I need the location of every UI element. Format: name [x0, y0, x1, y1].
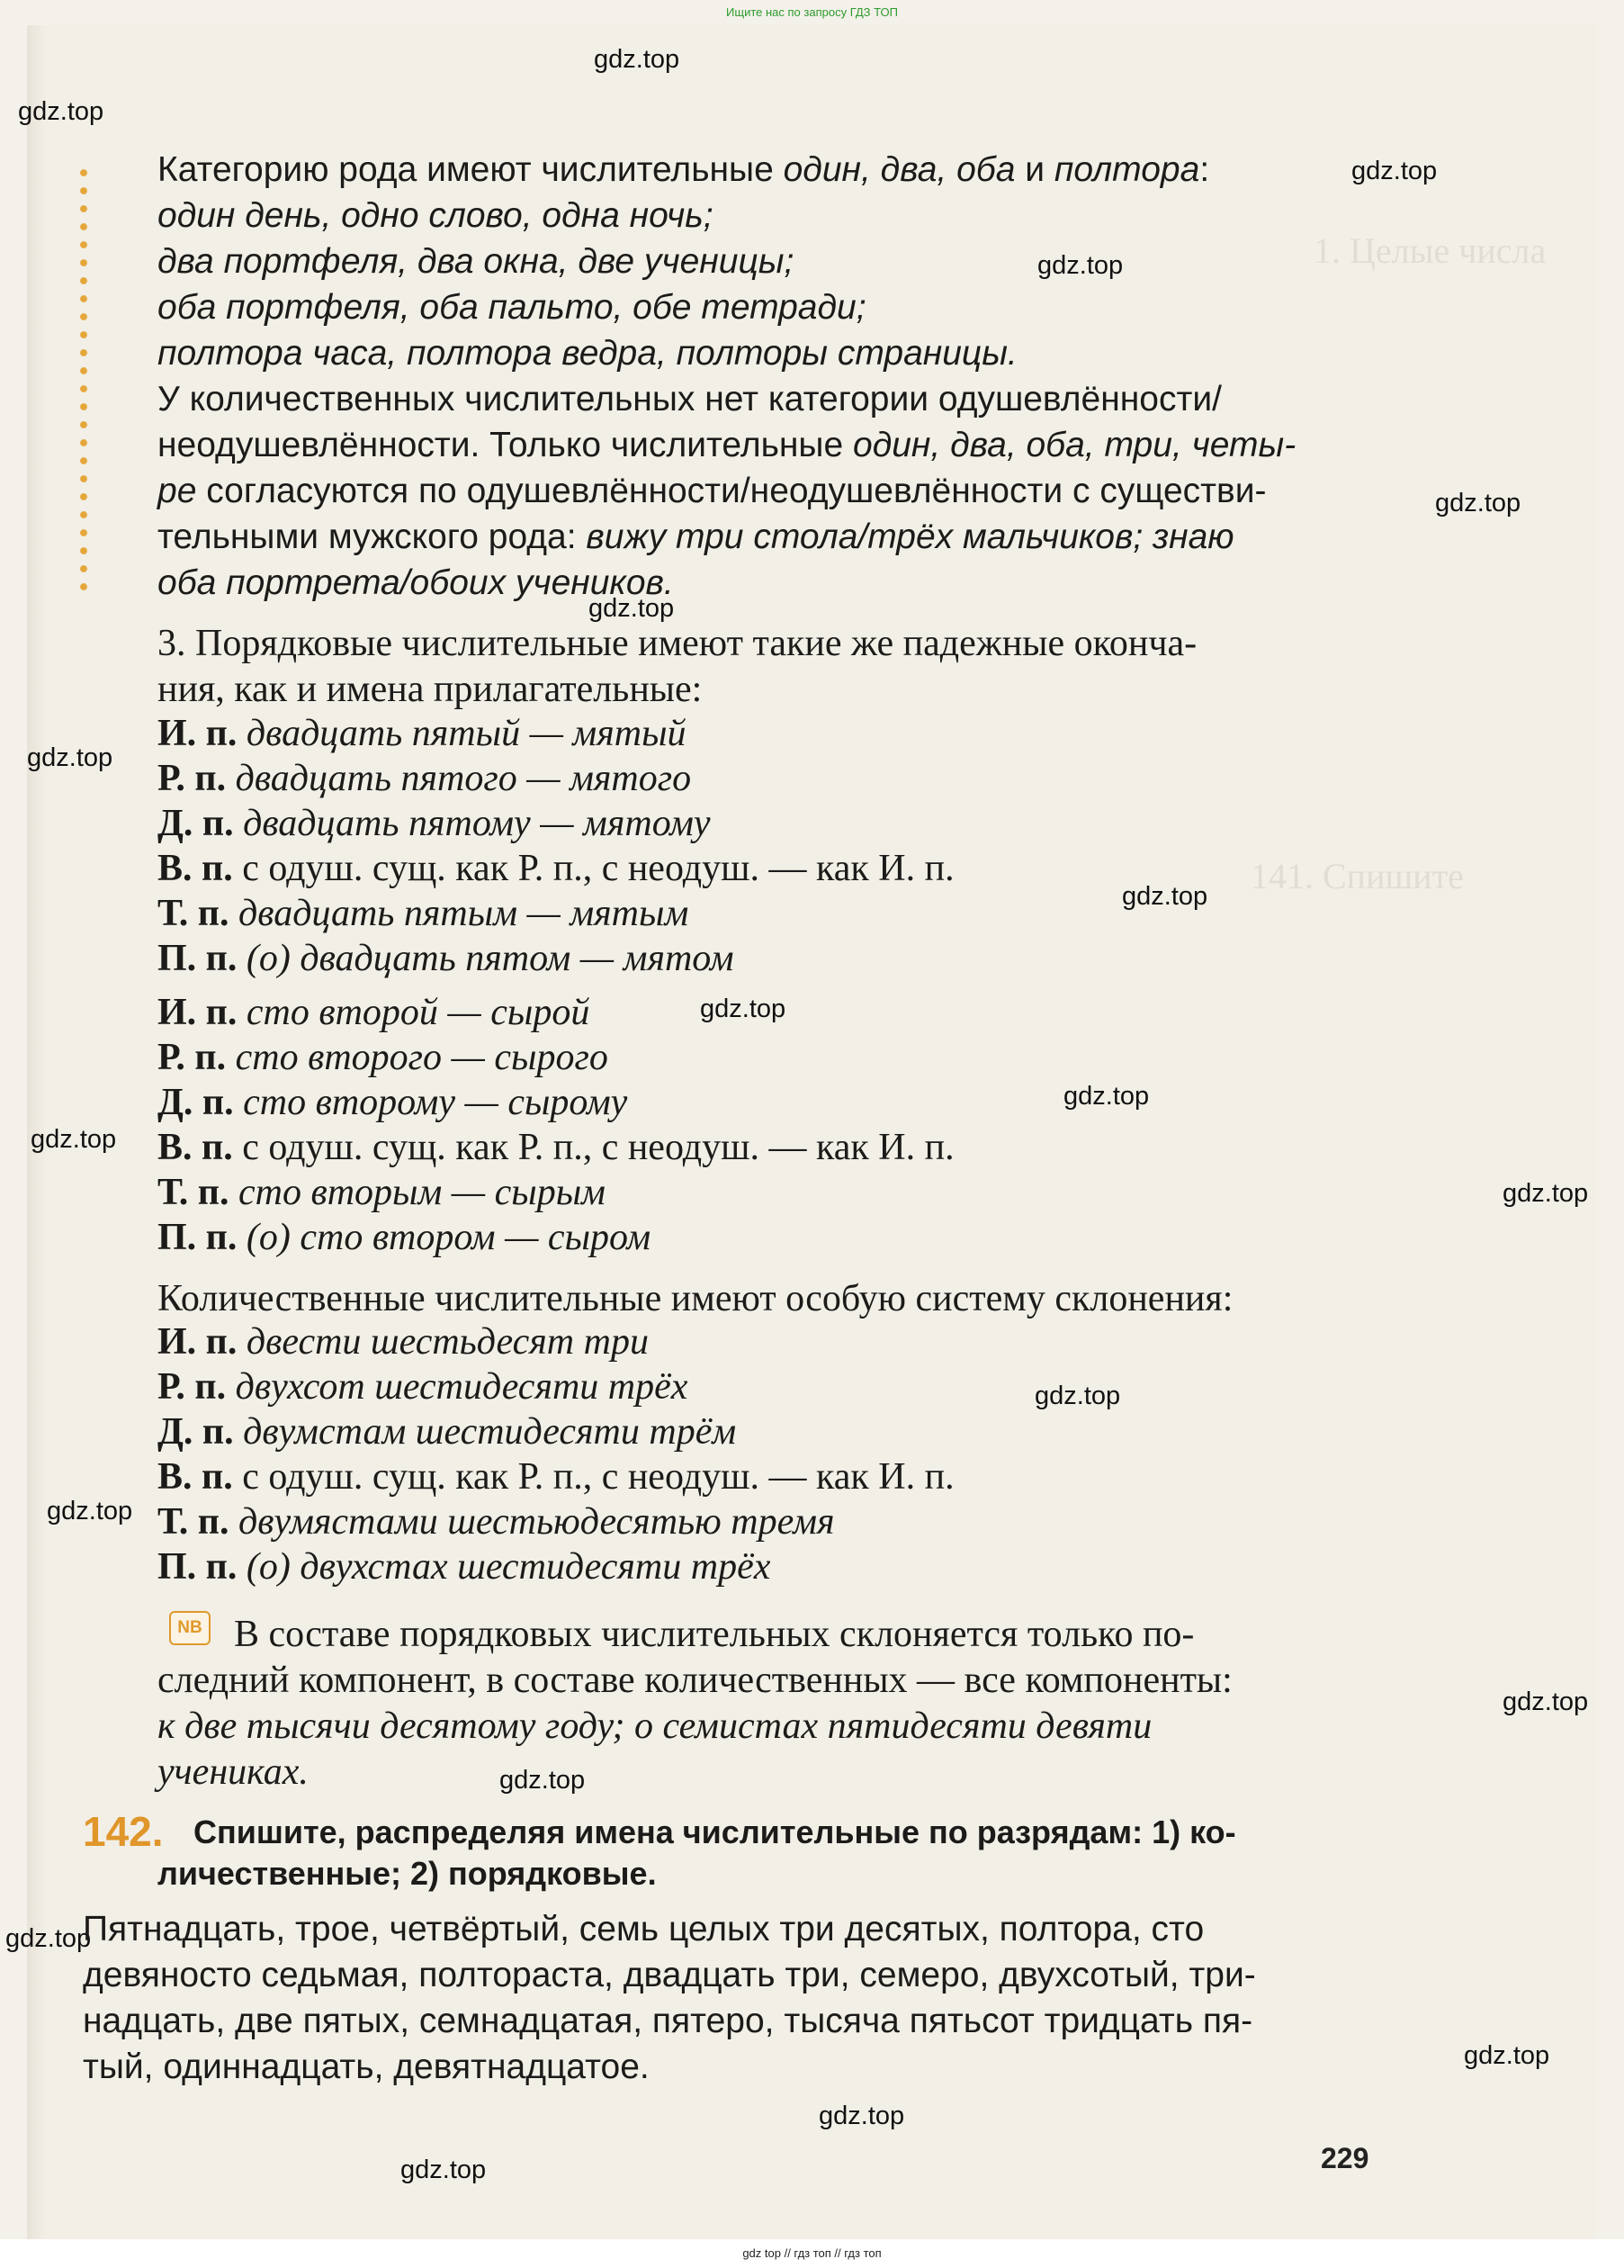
case-row — [157, 1319, 649, 1365]
case-row — [157, 1544, 770, 1590]
exercise-body: надцать, две пятых, семнадцатая, пятеро, тысяча пятьсот тридцать пя- — [83, 2002, 1253, 2040]
rule-line: тельными мужского рода: вижу три стола/трёх мальчиков; знаю — [157, 518, 1234, 556]
case-row — [157, 846, 955, 892]
case-label: И. п. — [157, 992, 238, 1033]
case-row — [157, 990, 589, 1036]
exercise-body: девяносто седьмая, полтораста, двадцать три, семеро, двухсотый, три- — [83, 1956, 1256, 1994]
rule-line: У количественных числительных нет категории одушевлённости/ — [157, 380, 1222, 418]
case-label: Д. п. — [157, 1082, 234, 1123]
case-form: с одуш. сущ. как Р. п., с неодуш. — как И. п. — [242, 848, 955, 889]
watermark: gdz.top — [819, 2102, 905, 2130]
case-row — [157, 891, 688, 937]
case-label: Р. п. — [157, 1037, 227, 1078]
case-form: двадцать пятому — мятому — [243, 803, 711, 844]
case-row — [157, 1215, 650, 1261]
case-form: двести шестьдесят три — [246, 1321, 649, 1363]
case-row — [157, 756, 691, 802]
page-number: 229 — [1321, 2142, 1369, 2174]
case-form: двумястами шестьюдесятью тремя — [238, 1501, 835, 1543]
watermark: gdz.top — [1351, 157, 1438, 185]
section-intro: Количественные числительные имеют особую систему склонения: — [157, 1278, 1234, 1319]
watermark: gdz.top — [499, 1766, 586, 1795]
watermark: gdz.top — [1122, 882, 1208, 911]
case-form: двадцать пятого — мятого — [235, 758, 692, 799]
case-row — [157, 936, 734, 982]
case-label: И. п. — [157, 713, 238, 754]
case-label: Т. п. — [157, 1501, 229, 1543]
nb-line: В составе порядковых числительных склоняется только по- — [234, 1614, 1195, 1655]
nb-line: учениках. — [157, 1751, 309, 1793]
example-line: полтора часа, полтора ведра, полторы страницы. — [157, 334, 1018, 373]
watermark: gdz.top — [27, 743, 113, 772]
example-line: один день, одно слово, одна ночь; — [157, 196, 713, 235]
case-label: И. п. — [157, 1321, 238, 1363]
case-form: двумстам шестидесяти трём — [243, 1411, 737, 1453]
case-label: В. п. — [157, 1456, 233, 1498]
watermark: gdz.top — [47, 1497, 133, 1526]
rule-line: ре согласуются по одушевлённости/неодушевлённости с существи- — [157, 472, 1267, 510]
watermark: gdz.top — [1037, 251, 1124, 280]
case-form: сто вторым — сырым — [238, 1172, 606, 1213]
case-label: Р. п. — [157, 758, 227, 799]
watermark: gdz.top — [1503, 1688, 1589, 1716]
case-row — [157, 1170, 606, 1216]
exercise-task: Спишите, распределяя имена числительные по разрядам: 1) ко- — [193, 1814, 1236, 1850]
top-banner — [0, 0, 1624, 25]
case-form: сто второму — сырому — [243, 1082, 628, 1123]
nb-line: следний компонент, в составе количественных — все компоненты: — [157, 1660, 1233, 1701]
example-line: два портфеля, два окна, две ученицы; — [157, 242, 794, 281]
case-form: двухсот шестидесяти трёх — [235, 1366, 688, 1408]
exercise-number: 142. — [83, 1808, 164, 1855]
exercise-body: Пятнадцать, трое, четвёртый, семь целых три десятых, полтора, сто — [83, 1910, 1205, 1948]
case-label: П. п. — [157, 1217, 238, 1258]
watermark: gdz.top — [1435, 489, 1521, 518]
watermark: gdz.top — [588, 594, 675, 623]
case-form: (о) сто втором — сыром — [246, 1217, 651, 1258]
case-form: двадцать пятый — мятый — [246, 713, 686, 754]
watermark: gdz.top — [400, 2156, 487, 2184]
example-line: оба портрета/обоих учеников. — [157, 563, 674, 602]
case-label: П. п. — [157, 1546, 238, 1588]
case-row — [157, 1125, 955, 1171]
case-label: В. п. — [157, 848, 233, 889]
case-label: Д. п. — [157, 803, 234, 844]
rule-line: неодушевлённости. Только числительные один, два, оба, три, четы- — [157, 426, 1297, 464]
case-label: Т. п. — [157, 1172, 229, 1213]
case-row — [157, 1454, 955, 1500]
nb-icon: NB — [169, 1611, 211, 1645]
case-form: двадцать пятым — мятым — [238, 893, 689, 934]
rule-margin-dots — [79, 164, 88, 596]
case-label: Р. п. — [157, 1366, 227, 1408]
rule-line: Категорию рода имеют числительные один, два, оба и полтора: — [157, 150, 1210, 189]
case-form: (о) двухстах шестидесяти трёх — [246, 1546, 771, 1588]
show-through: 1. Целые числа — [1314, 230, 1547, 271]
case-label: В. п. — [157, 1127, 233, 1168]
case-row — [157, 1080, 627, 1126]
watermark: gdz.top — [5, 1924, 92, 1953]
exercise-body: тый, одиннадцать, девятнадцатое. — [83, 2048, 650, 2086]
footer-bar — [0, 2239, 1624, 2268]
watermark: gdz.top — [1464, 2041, 1550, 2070]
case-row — [157, 1035, 608, 1081]
watermark: gdz.top — [1035, 1382, 1121, 1410]
watermark: gdz.top — [31, 1125, 117, 1154]
case-form: с одуш. сущ. как Р. п., с неодуш. — как И. п. — [242, 1127, 955, 1168]
watermark: gdz.top — [594, 45, 680, 74]
case-form: сто второго — сырого — [235, 1037, 608, 1078]
case-label: П. п. — [157, 938, 238, 979]
example-line: оба портфеля, оба пальто, обе тетради; — [157, 288, 866, 327]
case-label: Д. п. — [157, 1411, 234, 1453]
case-form: сто второй — сырой — [246, 992, 590, 1033]
watermark: gdz.top — [18, 97, 104, 126]
section-intro: 3. Порядковые числительные имеют такие же падежные оконча- — [157, 623, 1198, 664]
watermark: gdz.top — [700, 994, 786, 1023]
case-row — [157, 1409, 736, 1455]
watermark: gdz.top — [1063, 1082, 1150, 1111]
show-through: 141. Спишите — [1251, 856, 1464, 896]
case-row — [157, 1364, 687, 1410]
nb-line: к две тысячи десятому году; о семистах пятидесяти девяти — [157, 1706, 1153, 1747]
footer-text[interactable]: gdz top // гдз топ // гдз топ — [742, 2246, 882, 2260]
case-row — [157, 711, 686, 757]
case-form: с одуш. сущ. как Р. п., с неодуш. — как И. п. — [242, 1456, 955, 1498]
case-row — [157, 801, 711, 847]
case-row — [157, 1499, 835, 1545]
watermark: gdz.top — [1503, 1179, 1589, 1208]
header-link[interactable]: Ищите нас по запросу ГДЗ ТОП — [726, 5, 898, 19]
case-form: (о) двадцать пятом — мятом — [246, 938, 734, 979]
case-label: Т. п. — [157, 893, 229, 934]
section-intro: ния, как и имена прилагательные: — [157, 669, 703, 710]
exercise-task: личественные; 2) порядковые. — [157, 1855, 657, 1892]
